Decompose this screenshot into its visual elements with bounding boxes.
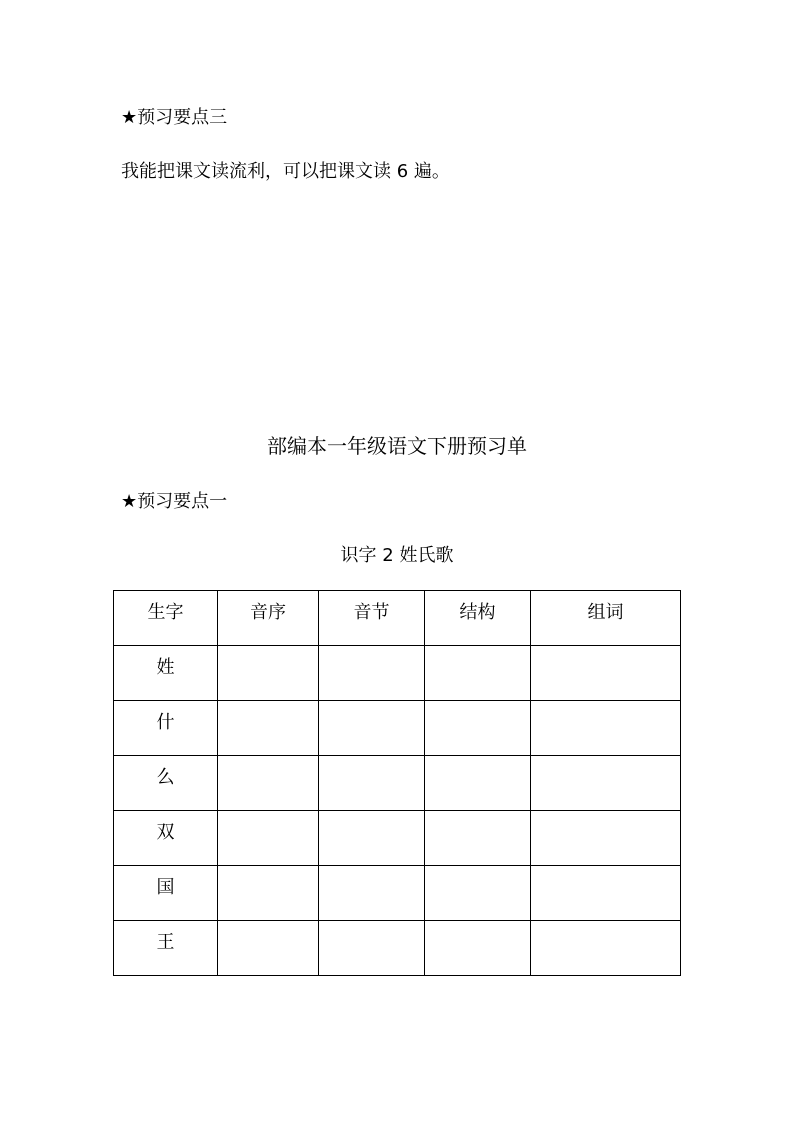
table-row — [114, 866, 681, 921]
lesson-title: 识字 2 姓氏歌 — [340, 545, 454, 566]
character-cell: 么 — [114, 756, 218, 811]
character-cell: 什 — [114, 701, 218, 756]
structure-cell[interactable] — [425, 811, 531, 866]
initial-cell[interactable] — [218, 701, 319, 756]
syllable-cell[interactable] — [319, 811, 425, 866]
syllable-cell[interactable] — [319, 866, 425, 921]
structure-cell[interactable] — [425, 646, 531, 701]
structure-cell[interactable] — [425, 701, 531, 756]
character-cell: 王 — [114, 921, 218, 976]
syllable-cell[interactable] — [319, 921, 425, 976]
words-cell[interactable] — [531, 811, 681, 866]
character-cell: 姓 — [114, 646, 218, 701]
structure-cell[interactable] — [425, 921, 531, 976]
header-cell-structure: 结构 — [425, 591, 531, 646]
initial-cell[interactable] — [218, 811, 319, 866]
table-row — [114, 921, 681, 976]
syllable-cell[interactable] — [319, 756, 425, 811]
table-row — [114, 756, 681, 811]
words-cell[interactable] — [531, 701, 681, 756]
words-cell[interactable] — [531, 866, 681, 921]
initial-cell[interactable] — [218, 646, 319, 701]
words-cell[interactable] — [531, 756, 681, 811]
header-cell-syllable: 音节 — [319, 591, 425, 646]
section-body-point-3: 我能把课文读流利，可以把课文读 6 遍。 — [121, 161, 450, 182]
character-cell: 国 — [114, 866, 218, 921]
character-table — [113, 590, 681, 976]
document-title: 部编本一年级语文下册预习单 — [267, 434, 527, 458]
initial-cell[interactable] — [218, 921, 319, 976]
header-cell-initial: 音序 — [218, 591, 319, 646]
table-row — [114, 701, 681, 756]
structure-cell[interactable] — [425, 866, 531, 921]
table-row — [114, 646, 681, 701]
table-row — [114, 811, 681, 866]
table-header-row — [114, 591, 681, 646]
header-cell-character: 生字 — [114, 591, 218, 646]
initial-cell[interactable] — [218, 756, 319, 811]
section-heading-point-3: ★预习要点三 — [121, 107, 228, 128]
words-cell[interactable] — [531, 646, 681, 701]
initial-cell[interactable] — [218, 866, 319, 921]
section-heading-point-1: ★预习要点一 — [121, 491, 228, 512]
syllable-cell[interactable] — [319, 646, 425, 701]
syllable-cell[interactable] — [319, 701, 425, 756]
structure-cell[interactable] — [425, 756, 531, 811]
words-cell[interactable] — [531, 921, 681, 976]
character-cell: 双 — [114, 811, 218, 866]
header-cell-words: 组词 — [531, 591, 681, 646]
